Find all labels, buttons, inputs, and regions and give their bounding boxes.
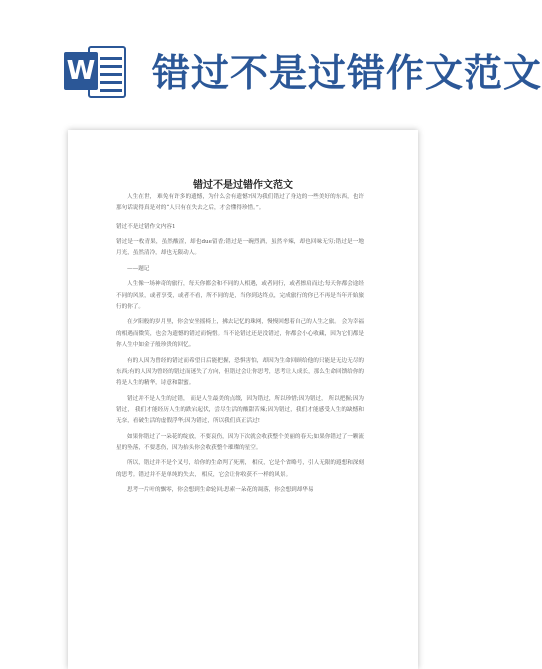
paragraph-intro: 人生在世， 难免有许多的遗憾，为什么会有遗憾?因为我们错过了身边的一些美好的东西，也许那句话说得真是对的“人只有在失去之后，才会懂得珍惜。”。 xyxy=(116,194,364,212)
paragraph-heading: 错过不是过错作文内容1 xyxy=(116,223,176,230)
paragraph: 思考一片叶的飘零，你会想到生命轮回;思索一朵花的凋落，你会想到却华易 xyxy=(127,487,314,494)
paragraph: 有的人因为曾经的错过而希望日后能把握，恐惧害怕，却因为生命回顾给他的只能是无边无尽的东西;有的人因为曾经的错过而迷失了方向，但错过会让你思考，思考让人成长，那么生命回馈给你的将是人生的精华，诗意和甜蜜。 xyxy=(116,357,365,387)
word-letter: W xyxy=(64,52,98,90)
paragraph: 在夕阳般的岁月里，你会安坐摇椅上，拂去记忆的珠网，慢慢回想着自己的人生之旅。 会为幸福的相遇而微笑，也会为遗憾的错过而惋惜。当不论错过还是没错过，你都会小心收藏，因为它们都是你人生中如金子般珍贵的回忆。 xyxy=(116,319,364,349)
paragraph: 错过并不是人生的过错， 而是人生最美的点缀，因为错过，所以珍惜;因为错过， 所以把握;因为错过， 我们才能经历人生的跌宕起伏，尝尽生活的酸甜苦辣;因为错过，我们才能感受人生的缺憾和无奈，看破生活的虚假浮华;因为错过，所以我们真正活过! xyxy=(116,395,364,425)
document-body xyxy=(116,192,364,501)
paragraph: 人生像一场神奇的旅行，每天你都会和不同的人相遇，或者同行，或者擦肩而过;每天你都会途经不同的风景，或者享受，或者不看，所不同的是，当你到达终点，完成旅行的你已不再是当年开始旅行的你了。 xyxy=(116,281,364,310)
paragraph-epigraph: ——题记 xyxy=(127,265,150,272)
paragraph: 如果你错过了一朵花的绽放，不要哀伤，因为下次就会收获整个美丽的春天;如果你错过了一颗流星的坠落，不要悲伤，因为抬头你会收获整个璀璨的星空。 xyxy=(116,433,364,451)
page-title: 错过不是过错作文范文 xyxy=(152,51,542,95)
document-page xyxy=(68,130,418,669)
paragraph: 错过是一枚青果，虽然酸涩，却也due留香;错过是一碗烈酒，虽然辛辣，却也回味无穷;错过是一地月光，虽然清冷，却也无限动人。 xyxy=(116,239,364,257)
paragraph: 所以，错过并不是个叉号，给你的生命判了死刑， 相反，它是个省略号，引人无限的遐想和深刻的思考。错过并不是单纯的失去， 相反，它会让你收获不一样的风景。 xyxy=(116,460,364,478)
word-icon xyxy=(64,42,126,102)
header xyxy=(0,0,542,120)
document-title: 错过不是过错作文范文 xyxy=(193,180,293,191)
